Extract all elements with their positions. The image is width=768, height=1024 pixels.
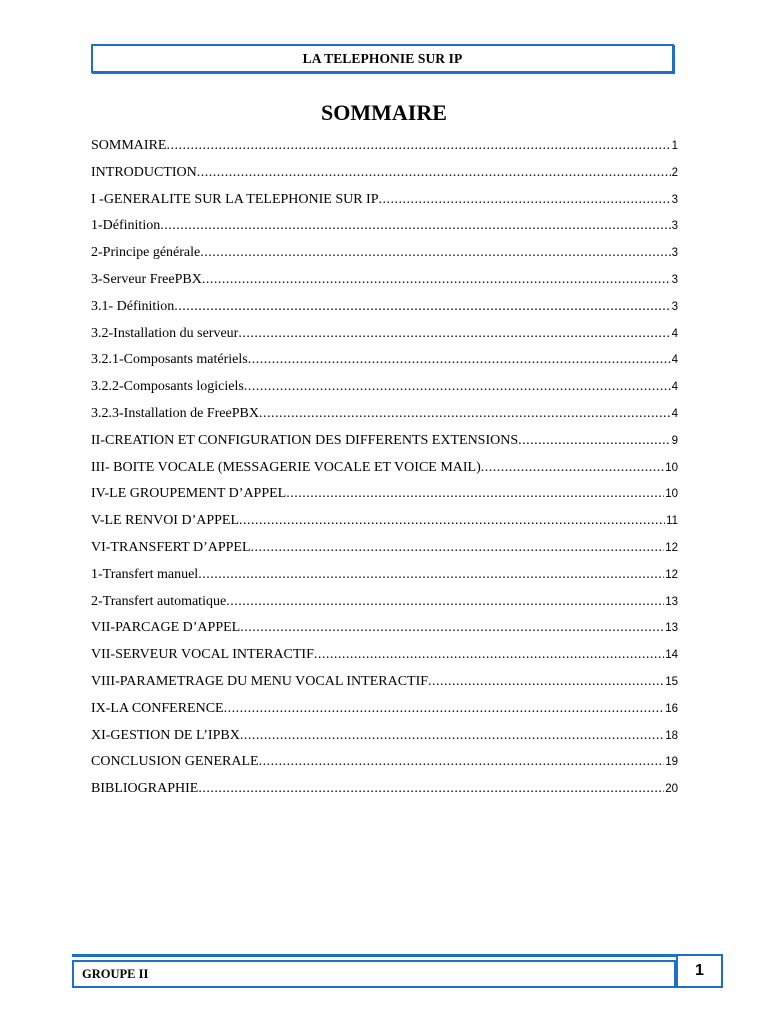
toc-entry[interactable] bbox=[91, 272, 678, 299]
toc-entry-label[interactable]: I -GENERALITE SUR LA TELEPHONIE SUR IP bbox=[91, 191, 379, 207]
toc-dot-leader bbox=[166, 138, 670, 154]
toc-entry-label[interactable]: 2-Transfert automatique bbox=[91, 593, 227, 609]
footer-divider bbox=[72, 954, 676, 957]
toc-entry-label[interactable]: 1-Transfert manuel bbox=[91, 566, 199, 582]
toc-entry-page: 1 bbox=[671, 140, 678, 152]
toc-dot-leader bbox=[174, 299, 670, 315]
toc-entry-page: 3 bbox=[671, 193, 678, 206]
toc-dot-leader bbox=[200, 245, 670, 261]
page-number: 1 bbox=[695, 962, 704, 979]
toc-entry-page: 12 bbox=[665, 541, 678, 554]
toc-entry-label[interactable]: 3.1- Définition bbox=[91, 298, 175, 314]
toc-entry-label[interactable]: VII-PARCAGE D’APPEL bbox=[91, 620, 241, 636]
toc-entry[interactable] bbox=[91, 218, 678, 245]
footer-group-label: GROUPE II bbox=[82, 966, 149, 981]
toc-dot-leader bbox=[259, 754, 665, 770]
toc-entry[interactable] bbox=[91, 513, 678, 540]
toc-entry-page: 16 bbox=[665, 702, 678, 715]
toc-entry[interactable] bbox=[91, 379, 678, 406]
toc-entry[interactable] bbox=[91, 245, 678, 272]
toc-entry-label[interactable]: VII-SERVEUR VOCAL INTERACTIF bbox=[91, 647, 314, 663]
toc-entry-page: 10 bbox=[665, 461, 678, 474]
toc-entry-label[interactable]: IV-LE GROUPEMENT D’APPEL bbox=[91, 486, 287, 502]
toc-entry-page: 13 bbox=[665, 622, 678, 635]
page-header bbox=[91, 44, 674, 73]
toc-dot-leader bbox=[481, 460, 664, 476]
toc-entry[interactable] bbox=[91, 299, 678, 326]
toc-entry[interactable] bbox=[91, 754, 678, 781]
toc-entry[interactable] bbox=[91, 620, 678, 647]
toc-dot-leader bbox=[238, 326, 670, 342]
toc-entry-label[interactable]: II-CREATION ET CONFIGURATION DES DIFFERENTS EXTENSIONS bbox=[91, 432, 519, 448]
toc-dot-leader bbox=[197, 165, 671, 181]
toc-entry-page: 4 bbox=[671, 327, 678, 340]
toc-entry-label[interactable]: CONCLUSION GENERALE bbox=[91, 754, 259, 770]
table-of-contents bbox=[91, 138, 678, 808]
toc-entry-page: 18 bbox=[665, 729, 678, 742]
toc-entry-label[interactable]: 3.2.3-Installation de FreePBX bbox=[91, 405, 259, 421]
toc-entry-label[interactable]: VI-TRANSFERT D’APPEL bbox=[91, 539, 251, 555]
toc-entry-page: 9 bbox=[671, 434, 678, 447]
toc-entry-label[interactable]: 2-Principe générale bbox=[91, 245, 201, 261]
toc-entry[interactable] bbox=[91, 594, 678, 621]
toc-entry-page: 4 bbox=[671, 381, 678, 394]
toc-entry-label[interactable]: INTRODUCTION bbox=[91, 164, 197, 180]
toc-entry-label[interactable]: III- BOITE VOCALE (MESSAGERIE VOCALE ET VOICE MAIL) bbox=[91, 459, 481, 475]
toc-heading: SOMMAIRE bbox=[321, 100, 447, 125]
toc-entry[interactable] bbox=[91, 540, 678, 567]
toc-dot-leader bbox=[198, 781, 664, 797]
toc-entry[interactable] bbox=[91, 647, 678, 674]
toc-dot-leader bbox=[240, 728, 664, 744]
toc-dot-leader bbox=[428, 674, 664, 690]
toc-entry[interactable] bbox=[91, 138, 678, 165]
toc-entry[interactable] bbox=[91, 165, 678, 192]
toc-entry-page: 14 bbox=[665, 649, 678, 662]
toc-entry-page: 12 bbox=[665, 568, 678, 581]
toc-entry-label[interactable]: 3.2.1-Composants matériels bbox=[91, 352, 248, 368]
toc-entry[interactable] bbox=[91, 674, 678, 701]
toc-dot-leader bbox=[286, 486, 664, 502]
toc-entry[interactable] bbox=[91, 486, 678, 513]
toc-entry-page: 13 bbox=[665, 595, 678, 608]
toc-dot-leader bbox=[248, 352, 671, 368]
toc-dot-leader bbox=[240, 620, 664, 636]
toc-dot-leader bbox=[224, 701, 665, 717]
toc-entry[interactable] bbox=[91, 192, 678, 219]
toc-dot-leader bbox=[160, 218, 670, 234]
toc-entry-page: 4 bbox=[671, 354, 678, 367]
toc-entry-label[interactable]: 1-Définition bbox=[91, 218, 161, 234]
toc-entry-page: 11 bbox=[666, 515, 678, 528]
page-footer bbox=[72, 960, 676, 988]
toc-entry[interactable] bbox=[91, 433, 678, 460]
toc-entry-page: 3 bbox=[671, 247, 678, 260]
toc-entry-label[interactable]: VIII-PARAMETRAGE DU MENU VOCAL INTERACTIF bbox=[91, 673, 429, 689]
toc-dot-leader bbox=[314, 647, 664, 663]
toc-dot-leader bbox=[518, 433, 670, 449]
toc-dot-leader bbox=[198, 567, 664, 583]
toc-dot-leader bbox=[379, 192, 671, 208]
toc-entry[interactable] bbox=[91, 781, 678, 808]
toc-dot-leader bbox=[251, 540, 665, 556]
toc-dot-leader bbox=[259, 406, 671, 422]
toc-entry[interactable] bbox=[91, 460, 678, 487]
toc-entry-page: 4 bbox=[671, 407, 678, 420]
toc-entry-page: 3 bbox=[671, 273, 678, 286]
toc-entry-label[interactable]: XI-GESTION DE L’IPBX bbox=[91, 727, 240, 743]
toc-entry-page: 10 bbox=[665, 488, 678, 501]
toc-entry-label[interactable]: V-LE RENVOI D’APPEL bbox=[91, 513, 240, 529]
toc-dot-leader bbox=[202, 272, 671, 288]
toc-dot-leader bbox=[239, 513, 665, 529]
toc-entry[interactable] bbox=[91, 406, 678, 433]
toc-entry-page: 3 bbox=[671, 220, 678, 233]
toc-entry-label[interactable]: 3.2.2-Composants logiciels bbox=[91, 379, 244, 395]
toc-entry-page: 20 bbox=[665, 783, 678, 796]
toc-entry-page: 3 bbox=[671, 300, 678, 313]
toc-entry[interactable] bbox=[91, 567, 678, 594]
toc-entry[interactable] bbox=[91, 701, 678, 728]
document-title: LA TELEPHONIE SUR IP bbox=[302, 50, 463, 66]
toc-entry-page: 19 bbox=[665, 756, 678, 769]
toc-entry-label[interactable]: 3.2-Installation du serveur bbox=[91, 325, 239, 341]
toc-entry-label[interactable]: SOMMAIRE bbox=[91, 138, 167, 153]
toc-entry-page: 2 bbox=[671, 166, 678, 179]
toc-entry[interactable] bbox=[91, 728, 678, 755]
toc-entry-label[interactable]: IX-LA CONFERENCE bbox=[91, 700, 224, 716]
toc-dot-leader bbox=[244, 379, 671, 395]
toc-dot-leader bbox=[226, 594, 664, 610]
page-number-box bbox=[676, 954, 723, 988]
toc-entry[interactable] bbox=[91, 326, 678, 353]
toc-entry-label[interactable]: BIBLIOGRAPHIE bbox=[91, 781, 199, 797]
toc-entry-page: 15 bbox=[665, 675, 678, 688]
toc-entry-label[interactable]: 3-Serveur FreePBX bbox=[91, 271, 202, 287]
toc-entry[interactable] bbox=[91, 352, 678, 379]
